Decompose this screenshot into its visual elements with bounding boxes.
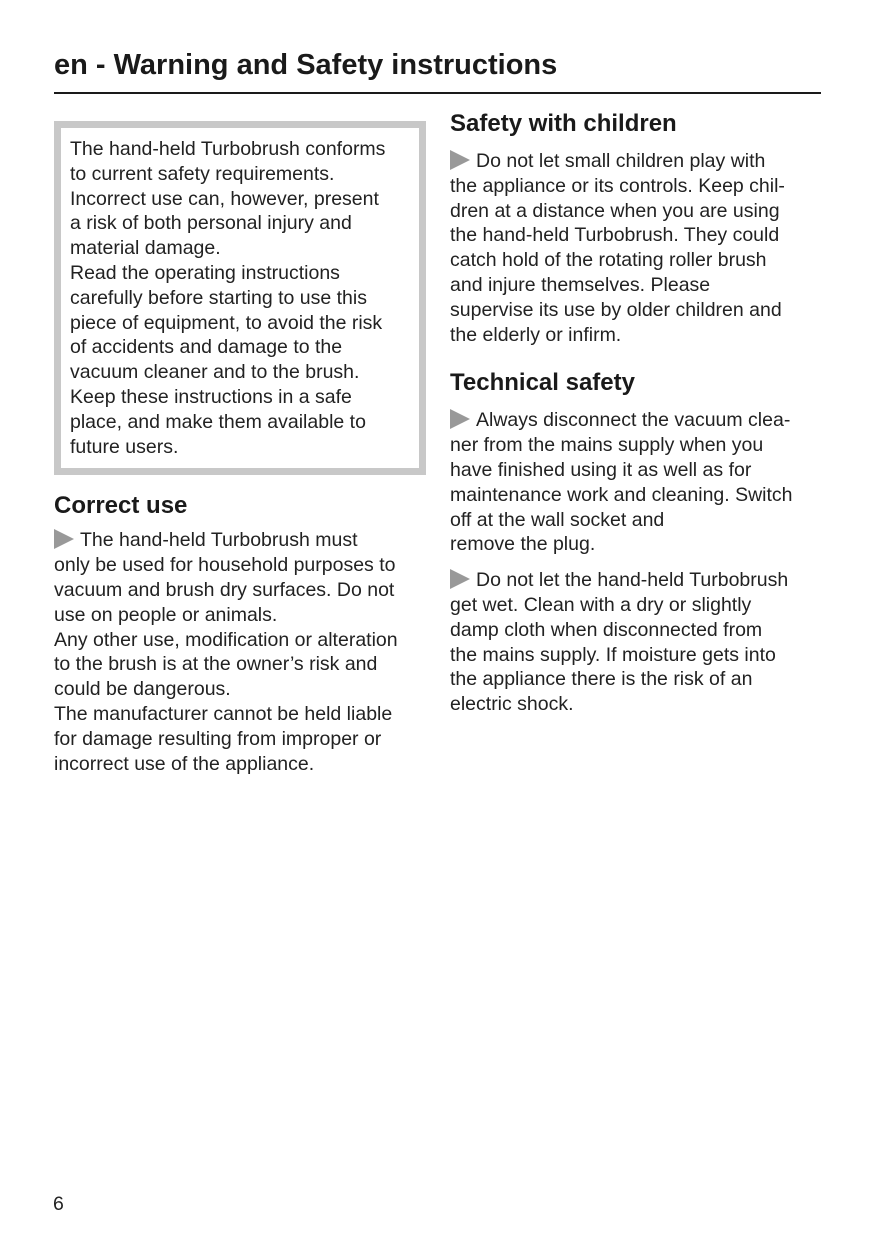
safety-children-heading: Safety with children: [450, 110, 677, 137]
notice-line: Incorrect use can, however, present: [70, 187, 379, 210]
safety-children-text: [450, 149, 822, 347]
technical-safety-line: Always disconnect the vacuum clea-: [476, 409, 791, 432]
notice-line: to current safety requirements.: [70, 162, 335, 185]
notice-line: Read the operating instructions: [70, 261, 340, 284]
page-number: 6: [53, 1193, 64, 1215]
correct-use-text: [54, 528, 426, 776]
notice-line: carefully before starting to use this: [70, 286, 367, 309]
technical-safety-line: damp cloth when disconnected from: [450, 618, 763, 641]
correct-use-line: only be used for household purposes to: [54, 554, 396, 577]
technical-safety-line: off at the wall socket and: [450, 508, 665, 531]
safety-children-line: the appliance or its controls. Keep chil-: [450, 174, 785, 197]
notice-line: vacuum cleaner and to the brush.: [70, 361, 360, 384]
correct-use-line: Any other use, modification or alteration: [54, 628, 398, 651]
correct-use-heading: Correct use: [54, 492, 188, 520]
safety-notice-box: [54, 121, 426, 475]
triangle-arrow-icon: [450, 150, 470, 170]
correct-use-line-first: [54, 528, 426, 553]
right-column: [450, 106, 822, 717]
technical-safety-line: ner from the mains supply when you: [450, 434, 764, 457]
notice-line: piece of equipment, to avoid the risk: [70, 311, 383, 334]
safety-children-line: catch hold of the rotating roller brush: [450, 249, 767, 272]
triangle-arrow-icon: [54, 529, 74, 549]
safety-children-line: dren at a distance when you are using: [450, 199, 780, 222]
safety-children-line: the elderly or infirm.: [450, 323, 622, 346]
safety-children-line: supervise its use by older children and: [450, 298, 782, 321]
notice-line: a risk of both personal injury and: [70, 212, 352, 235]
technical-safety-line-first: [450, 408, 822, 433]
page-title: en - Warning and Safety instructions: [54, 49, 558, 81]
technical-safety-line: the appliance there is the risk of an: [450, 668, 753, 691]
correct-use-line: incorrect use of the appliance.: [54, 752, 315, 775]
notice-line: Keep these instructions in a safe: [70, 385, 352, 408]
technical-safety-item-2: [450, 568, 822, 717]
technical-safety-line: get wet. Clean with a dry or slightly: [450, 593, 752, 616]
notice-line: The hand-held Turbobrush conforms: [70, 138, 386, 160]
notice-line: place, and make them available to: [70, 410, 366, 433]
technical-safety-line-first: [450, 568, 822, 593]
correct-use-line: use on people or animals.: [54, 603, 278, 626]
notice-line: material damage.: [70, 237, 221, 260]
technical-safety-item-1: [450, 408, 822, 557]
left-column: [54, 121, 426, 776]
correct-use-line: The hand-held Turbobrush must: [80, 529, 358, 552]
safety-children-line-first: [450, 149, 822, 174]
triangle-arrow-icon: [450, 569, 470, 589]
triangle-arrow-icon: [450, 409, 470, 429]
technical-safety-line: electric shock.: [450, 693, 574, 716]
correct-use-line: to the brush is at the owner’s risk and: [54, 653, 378, 676]
correct-use-line: could be dangerous.: [54, 678, 231, 701]
safety-children-line: Do not let small children play with: [476, 150, 766, 172]
technical-safety-line: Do not let the hand-held Turbobrush: [476, 569, 789, 592]
technical-safety-line: maintenance work and cleaning. Switch: [450, 483, 793, 506]
title-divider: [54, 92, 821, 94]
safety-children-line: the hand-held Turbobrush. They could: [450, 224, 780, 247]
correct-use-line: vacuum and brush dry surfaces. Do not: [54, 578, 395, 601]
correct-use-line: The manufacturer cannot be held liable: [54, 702, 393, 725]
safety-children-line: and injure themselves. Please: [450, 273, 711, 296]
notice-line: of accidents and damage to the: [70, 336, 343, 359]
correct-use-line: for damage resulting from improper or: [54, 727, 382, 750]
notice-line: future users.: [70, 435, 179, 458]
technical-safety-line: the mains supply. If moisture gets into: [450, 643, 776, 666]
technical-safety-line: have finished using it as well as for: [450, 458, 752, 481]
technical-safety-heading: Technical safety: [450, 369, 635, 397]
technical-safety-line: remove the plug.: [450, 533, 596, 556]
